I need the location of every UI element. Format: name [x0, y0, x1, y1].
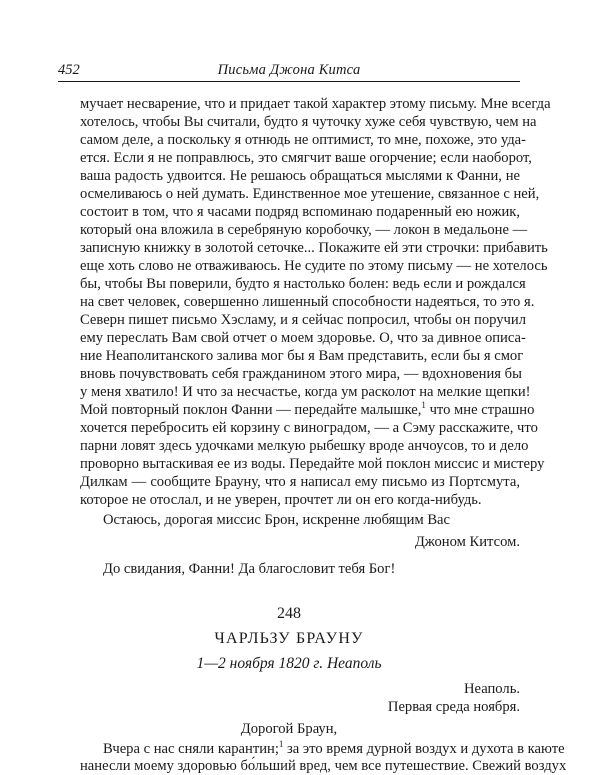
text-line: осмеливаюсь о ней думать. Единственное мое утешение, связанное с ней, [80, 186, 540, 202]
postscript: До свидания, Фанни! Да благословит тебя Бог! [103, 561, 396, 577]
text-line: бы, чтобы Вы поверили, будто я настолько болен: ведь если и рождался [80, 276, 526, 292]
text-line: Северн пишет письмо Хэсламу, и я сейчас попросил, чтобы он поручил [80, 312, 526, 328]
text-line: самом деле, а поскольку я отнюдь не оптимист, то мне, похоже, это уда- [80, 132, 526, 148]
footnote-marker: 1 [278, 739, 284, 749]
text-line: хочется перебросить ей корзину с виноградом, — а Сэму расскажите, что [80, 420, 538, 436]
text-line: записную книжку в золотой сеточке... Покажите ей эти строчки: прибавить [80, 240, 548, 256]
text-fragment: Вчера с нас сняли карантин; [103, 741, 279, 757]
footnote-marker: 1 [421, 400, 426, 410]
letter-date: 1—2 ноября 1820 г. Неаполь [196, 655, 382, 672]
text-fragment: за это время дурной воздух и духота в каюте [283, 741, 565, 757]
text-line: ваша радость удвоится. Не решаюсь обращаться мыслями к Фанни, не [80, 168, 520, 184]
text-line: нанесли моему здоровью бо́льший вред, чем все путешествие. Свежий воздух [80, 758, 567, 774]
running-title: Письма Джона Китса [217, 62, 361, 78]
salutation: Дорогой Браун, [240, 721, 338, 737]
text-line: вновь почувствовать себя гражданином этого мира, — вдохновения бы [80, 366, 522, 382]
header-rule [58, 81, 520, 82]
text-line: ему переслать Вам свой отчет о моем здоровье. О, что за дивное описа- [80, 330, 526, 346]
page-number: 452 [58, 62, 80, 78]
text-fragment: Мой повторный поклон Фанни — передайте малышке, [80, 402, 422, 418]
letter-title: ЧАРЛЬЗУ БРАУНУ [214, 630, 364, 647]
text-line: проворно вытаскивая ее из воды. Передайте мой поклон миссис и мистеру [80, 456, 545, 472]
text-fragment: что мне страшно [425, 402, 535, 418]
text-line: ется. Если я не поправлюсь, это смягчит ваше огорчение; если наоборот, [80, 150, 532, 166]
text-line: которое не отослал, и не уверен, прочтет ли он его когда-нибудь. [80, 492, 482, 508]
text-line: Дилкам — сообщите Брауну, что я написал ему письмо из Портсмута, [80, 474, 520, 490]
text-line: на свет человек, совершенно лишенный способности надеяться, то это я. [80, 294, 535, 310]
text-line-with-footnote [80, 400, 535, 419]
signature: Джоном Китсом. [414, 534, 520, 550]
running-header [58, 60, 520, 82]
text-line: состоит в том, что я часами подряд вспоминаю подаренный ею ножик, [80, 204, 520, 220]
letter-number: 248 [277, 605, 301, 622]
text-line: мучает несварение, что и придает такой характер этому письму. Мне всегда [80, 96, 551, 112]
text-line: парни ловят здесь удочками мелкую рыбешку вроде анчоусов, то и дело [80, 438, 529, 454]
place-line: Неаполь. [464, 681, 520, 697]
text-line: который она вложила в серебряную коробочку, — локон в медальоне — [80, 222, 528, 238]
closing-line: Остаюсь, дорогая миссис Брон, искренне любящим Вас [103, 512, 451, 528]
text-line: ние Неаполитанского залива мог бы я Вам представить, если бы я смог [80, 348, 524, 364]
text-line: у меня хватило! И что за несчастье, когда ум расколот на мелкие щепки! [80, 384, 531, 400]
text-line: хотелось, чтобы Вы считали, будто я чуточку хуже себя чувствую, чем на [80, 114, 537, 130]
day-line: Первая среда ноября. [387, 699, 520, 715]
text-line-with-footnote [103, 739, 565, 758]
text-line: еще хоть слово не отваживаюсь. Не судите по этому письму — не хотелось [80, 258, 548, 274]
